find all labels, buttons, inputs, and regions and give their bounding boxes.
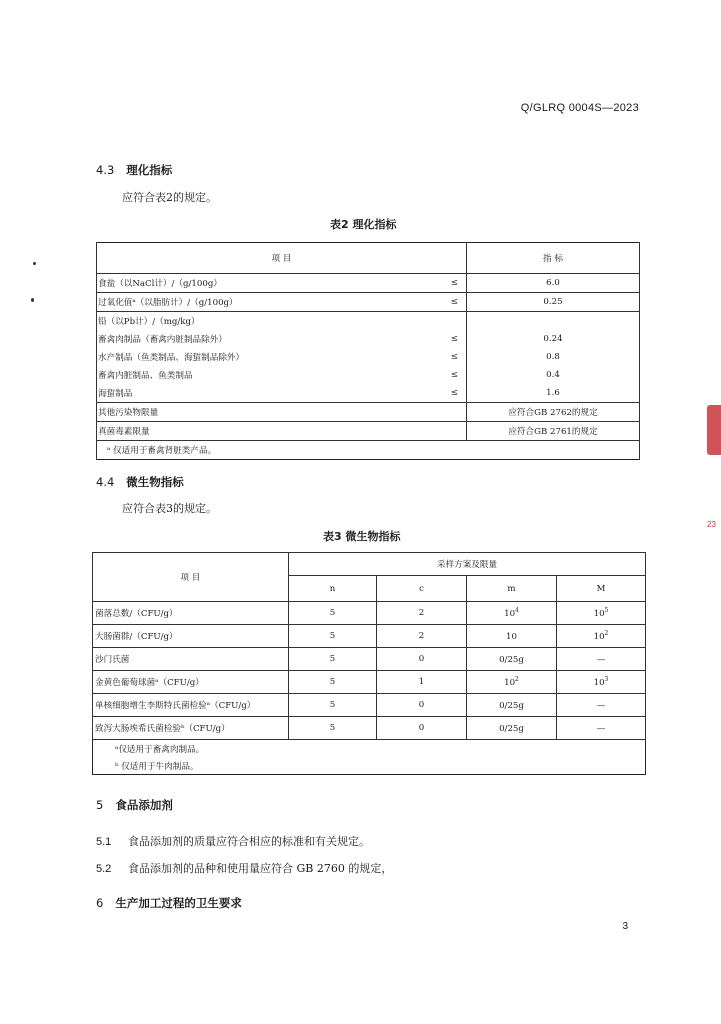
seal-stamp-fragment [707, 405, 721, 455]
section-4-3-heading [96, 162, 172, 178]
table3-caption: 表3 微生物指标 [323, 530, 401, 543]
table3-item: 金黄色葡萄球菌ᵃ（CFU/g） [93, 671, 289, 694]
clause-number: 5.1 [96, 836, 112, 848]
clause-number: 5.2 [96, 863, 112, 875]
table3-m: 0/25g [467, 717, 557, 740]
table3-m: 0/25g [467, 694, 557, 717]
seal-stamp-text: 23 [707, 520, 716, 529]
table3-c: 2 [377, 602, 467, 625]
table-row [97, 274, 640, 293]
section-title: 食品添加剂 [115, 798, 173, 812]
table3-n: 5 [289, 625, 377, 648]
clause-5-2 [96, 860, 392, 876]
table3-c: 0 [377, 717, 467, 740]
table3-m: 0/25g [467, 648, 557, 671]
table3-item: 大肠菌群/（CFU/g） [93, 625, 289, 648]
section-title: 理化指标 [126, 163, 173, 177]
table2-item: 食盐（以NaCl计）/（g/100g） [97, 274, 377, 293]
section-4-4-heading [96, 474, 184, 490]
table2-value: 0.25 [467, 293, 640, 312]
table2-note: ᵃ 仅适用于畜禽肾脏类产品。 [97, 441, 640, 460]
table3-m: $10^2$ [467, 671, 557, 694]
table3-M: — [557, 694, 646, 717]
table3-m: $10^4$ [467, 602, 557, 625]
table2-item: 铅（以Pb计）/（mg/kg） [97, 312, 377, 331]
table3-n: 5 [289, 648, 377, 671]
table2-value: 6.0 [467, 274, 640, 293]
table-row [97, 403, 640, 422]
section-4-3-body: 应符合表2的规定。 [122, 191, 217, 204]
table-row [93, 648, 646, 671]
table2-item: 真菌毒素限量 [97, 422, 467, 441]
table-row [93, 717, 646, 740]
table2-item: 其他污染物限量 [97, 403, 467, 422]
table3 [92, 552, 646, 775]
table-row [97, 348, 640, 366]
table3-col-group: 采样方案及限量 [289, 553, 646, 576]
table3-M: $10^5$ [557, 602, 646, 625]
table3-n: 5 [289, 671, 377, 694]
table2-col-item: 项 目 [97, 243, 467, 274]
clause-text: 食品添加剂的质量应符合相应的标准和有关规定。 [128, 835, 370, 848]
table3-item: 菌落总数/（CFU/g） [93, 602, 289, 625]
table-row [97, 384, 640, 403]
table3-n: 5 [289, 694, 377, 717]
table3-header-row [93, 553, 646, 576]
table3-col-m: m [467, 576, 557, 602]
table2-caption: 表2 理化指标 [330, 218, 397, 231]
table2-item: 过氧化值ᵃ（以脂肪计）/（g/100g） [97, 293, 377, 312]
table3-item: 致泻大肠埃希氏菌检验ᵇ（CFU/g） [93, 717, 289, 740]
table2-sym: ≤ [377, 293, 467, 312]
table3-item: 沙门氏菌 [93, 648, 289, 671]
table3-c: 0 [377, 648, 467, 671]
table3-col-c: c [377, 576, 467, 602]
section-number: 5 [96, 798, 104, 812]
table2-sym: ≤ [377, 330, 467, 348]
table2 [96, 242, 640, 460]
table2-sym: ≤ [377, 348, 467, 366]
table2-item: 水产制品（鱼类制品、海蜇制品除外） [97, 348, 377, 366]
table3-col-item: 项 目 [93, 553, 289, 602]
table3-M: $10^3$ [557, 671, 646, 694]
table2-value: 0.4 [467, 366, 640, 384]
table3-c: 2 [377, 625, 467, 648]
table2-value: 应符合GB 2762的规定 [467, 403, 640, 422]
table-row [93, 671, 646, 694]
table-row [97, 330, 640, 348]
table2-item: 海蜇制品 [97, 384, 377, 403]
table2-item: 畜禽内脏制品、鱼类制品 [97, 366, 377, 384]
table2-item: 畜禽肉制品（畜禽内脏制品除外） [97, 330, 377, 348]
table-row [97, 293, 640, 312]
table-row [97, 312, 640, 331]
table-row [93, 602, 646, 625]
table2-sym: ≤ [377, 384, 467, 403]
section-title: 生产加工过程的卫生要求 [115, 896, 242, 910]
table3-c: 0 [377, 694, 467, 717]
table2-note-row [97, 441, 640, 460]
table2-sym [377, 312, 467, 331]
table2-header-row [97, 243, 640, 274]
table3-n: 5 [289, 602, 377, 625]
table3-M: — [557, 717, 646, 740]
table2-sym: ≤ [377, 366, 467, 384]
table2-value: 1.6 [467, 384, 640, 403]
table3-note-row [93, 740, 646, 758]
section-4-4-body: 应符合表3的规定。 [122, 502, 217, 515]
page-number: 3 [622, 921, 628, 932]
scan-speck [33, 262, 36, 265]
table3-col-n: n [289, 576, 377, 602]
table-row [97, 422, 640, 441]
table2-value: 应符合GB 2761的规定 [467, 422, 640, 441]
table2-value [467, 312, 640, 331]
clause-text: 食品添加剂的品种和使用量应符合 GB 2760 的规定， [128, 862, 393, 875]
section-5-heading [96, 797, 173, 813]
section-6-heading [96, 895, 242, 911]
table2-col-value: 指 标 [467, 243, 640, 274]
table3-col-M: M [557, 576, 646, 602]
section-number: 6 [96, 896, 104, 910]
table3-m: 10 [467, 625, 557, 648]
section-number: 4.3 [96, 163, 115, 177]
table3-M: $10^2$ [557, 625, 646, 648]
table3-note: ᵃ仅适用于畜禽肉制品。 [93, 740, 646, 758]
table-row [97, 366, 640, 384]
table3-c: 1 [377, 671, 467, 694]
section-title: 微生物指标 [126, 475, 184, 489]
scan-speck [31, 298, 34, 302]
section-number: 4.4 [96, 475, 115, 489]
table2-value: 0.8 [467, 348, 640, 366]
table2-value: 0.24 [467, 330, 640, 348]
table3-M: — [557, 648, 646, 671]
table3-item: 单核细胞增生李斯特氏菌检验ᵃ（CFU/g） [93, 694, 289, 717]
clause-5-1 [96, 833, 370, 849]
table3-note-row [93, 757, 646, 775]
document-code: Q/GLRQ 0004S—2023 [520, 102, 639, 114]
table3-n: 5 [289, 717, 377, 740]
table-row [93, 694, 646, 717]
table-row [93, 625, 646, 648]
table2-sym: ≤ [377, 274, 467, 293]
table3-note: ᵇ 仅适用于牛肉制品。 [115, 761, 199, 772]
